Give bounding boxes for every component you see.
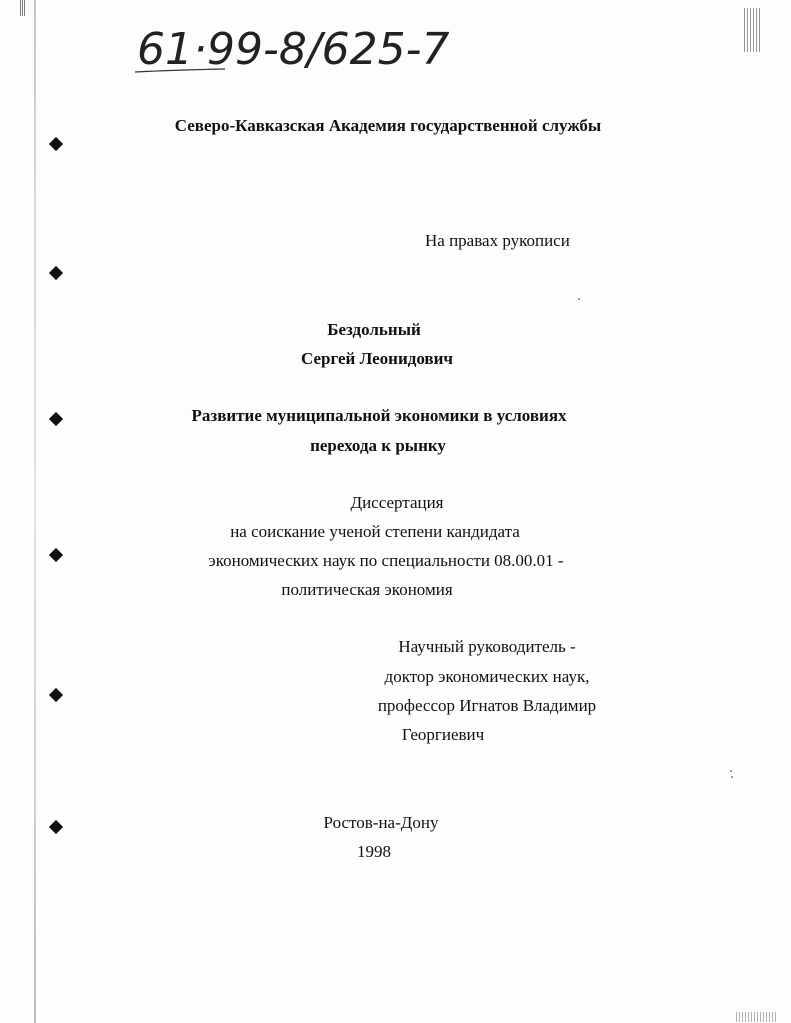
binding-hole-mark [49,688,63,702]
binding-hole-mark [49,820,63,834]
dissertation-title-line-2: перехода к рынку [310,436,446,455]
supervisor-line-1: Научный руководитель - [398,637,576,656]
author-given-names: Сергей Леонидович [301,349,453,368]
scan-artifact-top-left [20,0,26,16]
binding-hole-mark [49,137,63,151]
scan-artifact-bottom-right [736,1012,776,1022]
author-surname: Бездольный [327,320,421,339]
scan-speck [730,770,732,772]
degree-line-3: политическая экономия [281,580,453,599]
supervisor-line-2: доктор экономических наук, [384,667,590,686]
institution-name: Северо-Кавказская Академия государственной службы [174,116,602,135]
binding-hole-mark [49,412,63,426]
scan-artifact-top-right [744,8,762,52]
degree-line-1: на соискание ученой степени кандидата [230,522,520,541]
dissertation-label: Диссертация [350,493,444,512]
supervisor-line-4: Георгиевич [401,725,485,744]
scan-speck [731,776,733,778]
scan-left-edge [34,0,36,1023]
handwritten-number-text: 61·99-8/625-7 [137,24,450,75]
city-name: Ростов-на-Дону [323,813,439,832]
scan-speck [578,298,580,300]
dissertation-title-line-1: Развитие муниципальной экономики в условиях [191,406,567,425]
binding-hole-mark [49,266,63,280]
year: 1998 [357,842,391,861]
binding-hole-mark [49,548,63,562]
supervisor-line-3: профессор Игнатов Владимир [377,696,597,715]
manuscript-rights-note: На правах рукописи [425,231,570,250]
degree-line-2: экономических наук по специальности 08.00.01 - [208,551,564,570]
handwritten-archive-number [135,12,515,84]
